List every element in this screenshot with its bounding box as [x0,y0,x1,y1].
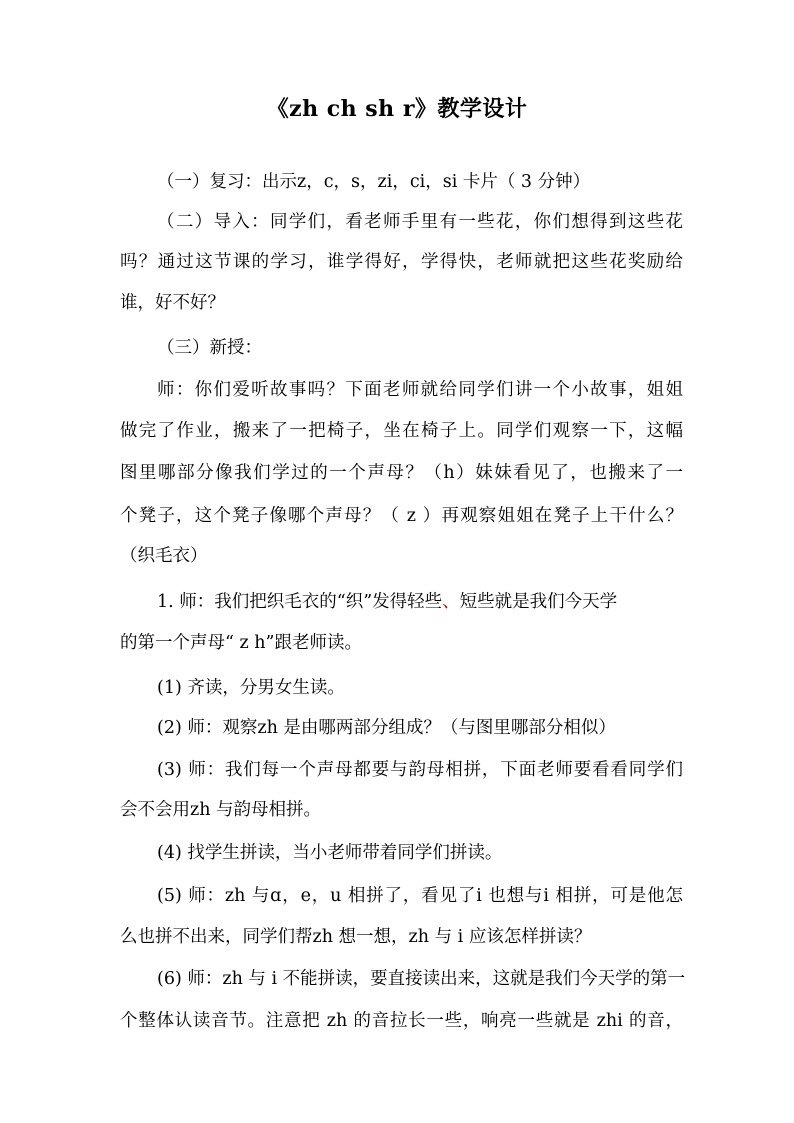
step-1-sub-1: (1) 齐读，分男女生读。 [157,678,345,698]
step-1-sub-3-line-2: 会不会用zh 与韵母相拼。 [120,800,322,820]
paragraph-review: （一）复习：出示z，c，s，zi，ci，si 卡片（ 3 分钟） [157,172,591,192]
paragraph-story-line-1: 师：你们爱听故事吗？下面老师就给同学们讲一个小故事，姐姐 [157,380,683,400]
step-1-sub-4: (4) 找学生拼读，当小老师带着同学们拼读。 [157,843,503,863]
step-1-sub-6-line-1: (6) 师：zh 与 i 不能拼读，要直接读出来，这就是我们今天学的第一 [157,969,686,989]
step-1-line-2: 的第一个声母“ z h”跟老师读。 [120,633,363,653]
document-title: 《zh ch sh r》教学设计 [266,96,528,122]
step-1-sub-5-line-1: (5) 师：zh 与ɑ，e，u 相拼了，看见了i 也想与i 相拼，可是他怎 [157,886,683,906]
section-new-lesson: （三）新授： [157,338,262,358]
paragraph-story-line-4: 个凳子，这个凳子像哪个声母？（ z ）再观察姐姐在凳子上干什么？ [120,506,683,526]
step-1-line-1 [157,590,617,614]
step-1-sub-2: (2) 师：观察zh 是由哪两部分组成？（与图里哪部分相似） [157,718,616,738]
step-1-sub-3-line-1: (3) 师：我们每一个声母都要与韵母相拼，下面老师要看看同学们 [157,760,683,780]
step-1-text-a: 1. 师：我们把织毛衣的“织”发得轻些 [157,592,443,612]
paragraph-intro-line-2: 吗？通过这节课的学习，谁学得好，学得快，老师就把这些花奖励给 [120,252,683,272]
paragraph-intro-line-1: （二）导入：同学们，看老师手里有一些花，你们想得到这些花 [157,212,683,232]
paragraph-intro-line-3: 谁，好不好？ [120,293,225,313]
step-1-sub-6-line-2: 个整体认读音节。注意把 zh 的音拉长一些，响亮一些就是 zhi 的音， [120,1011,683,1031]
paragraph-story-line-5: （织毛衣） [120,546,208,566]
step-1-red-mark: 、 [442,592,460,612]
paragraph-story-line-2: 做完了作业，搬来了一把椅子，坐在椅子上。同学们观察一下，这幅 [120,421,683,441]
paragraph-story-line-3: 图里哪部分像我们学过的一个声母？（h）妹妹看见了，也搬来了一 [120,463,683,483]
step-1-sub-5-line-2: 么也拼不出来，同学们帮zh 想一想，zh 与 i 应该怎样拼读？ [120,927,592,947]
step-1-text-b: 短些就是我们今天学 [459,592,618,612]
